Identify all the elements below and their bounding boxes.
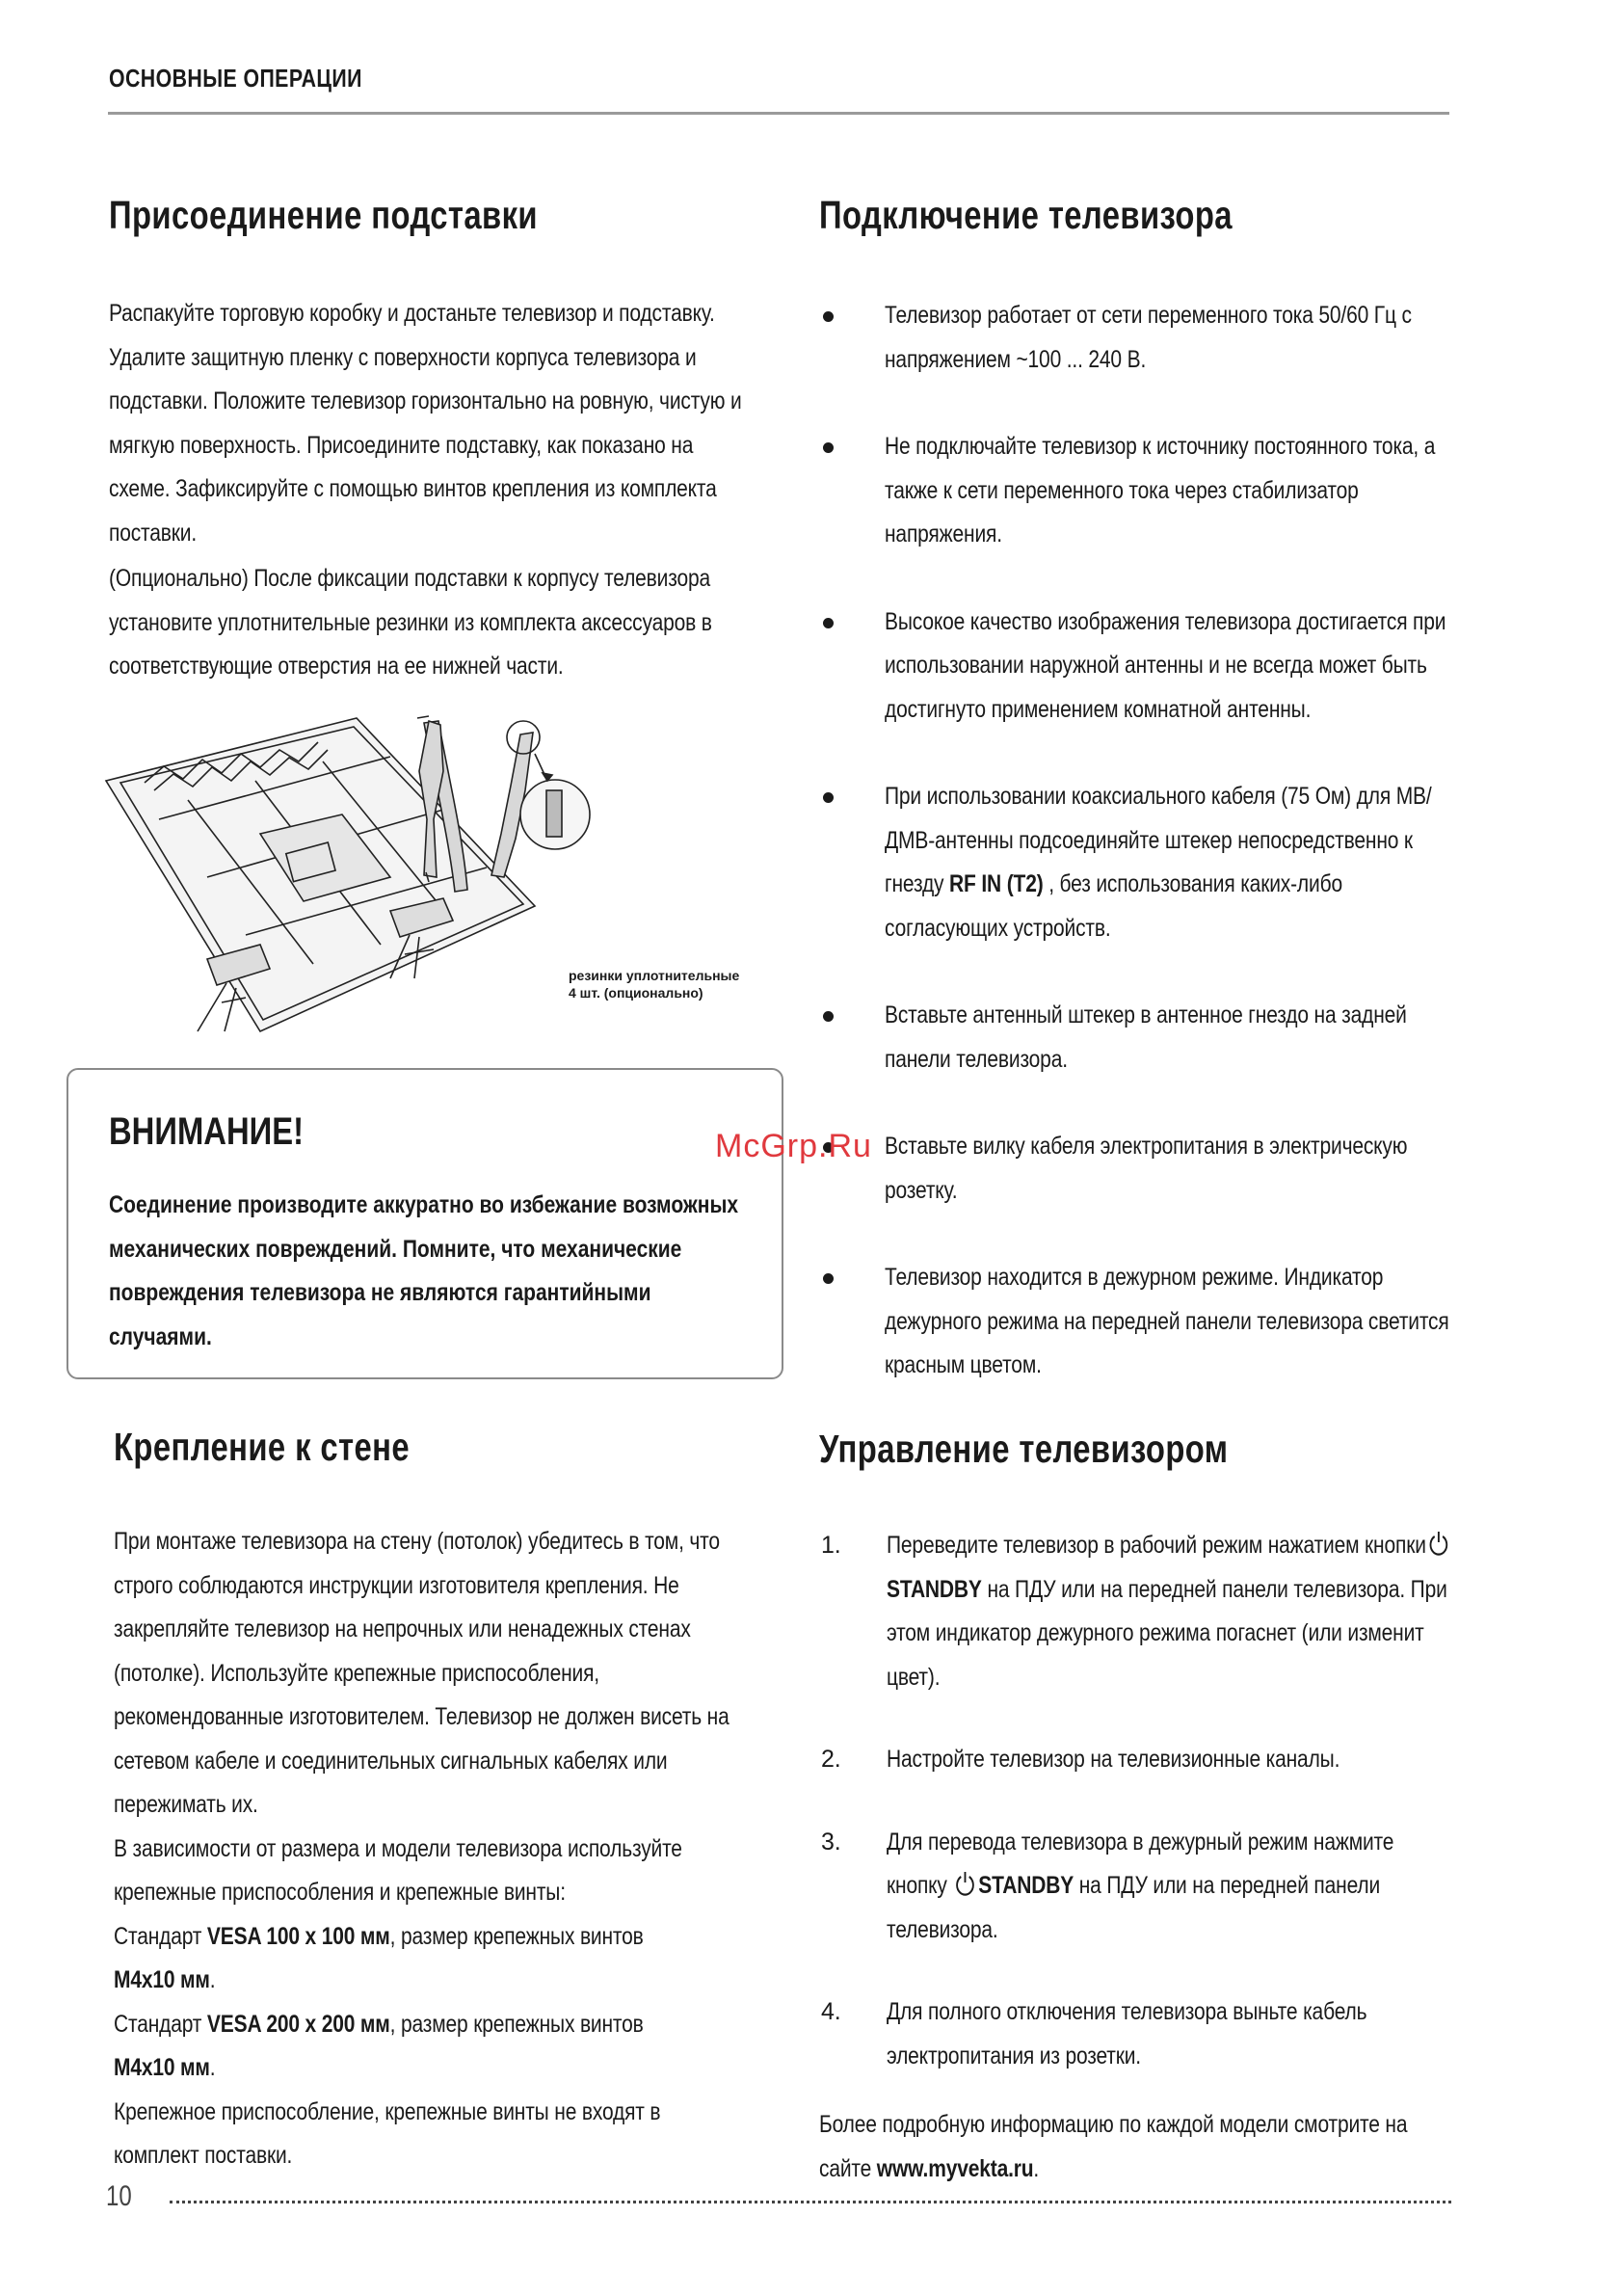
connect-list (819, 294, 1455, 1388)
list-item: Не подключайте телевизор к источнику постоянного тока, а также к сети переменного тока через стабилизатор напряжения. (819, 425, 1455, 557)
connect-title: Подключение телевизора (819, 193, 1233, 237)
illustration-caption: резинки уплотнительные 4 шт. (опционально) (569, 968, 740, 1001)
wall-paragraph-2: В зависимости от размера и модели телевизора используйте крепежные приспособления и крепежные винты: (114, 1834, 682, 1906)
website-link[interactable]: www.myvekta.ru (876, 2154, 1034, 2182)
stand-section (109, 193, 745, 689)
page-number: 10 (106, 2180, 132, 2212)
header-rule (108, 112, 1449, 115)
rf-in-label: RF IN (T2) (949, 870, 1044, 897)
wall-paragraph: При монтаже телевизора на стену (потолок) убедитесь в том, что строго соблюдаются инструкции изготовителя крепления. Не закрепляйте телевизор на непрочных или ненадежных стенах (потолке). Используйте крепежные приспособления, рекомендованные изготовителем. Телевизор не должен висеть на сетевом кабеле и соединительных сигнальных кабелях или пережимать их. (114, 1528, 729, 1818)
watermark: McGrp.Ru (715, 1128, 872, 1164)
wall-title: Крепление к стене (114, 1425, 411, 1469)
list-item: Вставьте вилку кабеля электропитания в электрическую розетку. (819, 1125, 1455, 1213)
list-item: Телевизор находится в дежурном режиме. Индикатор дежурного режима на передней панели телевизора светится красным цветом. (819, 1256, 1455, 1388)
control-section (819, 1427, 1455, 2191)
list-item: Вставьте антенный штекер в антенное гнездо на задней панели телевизора. (819, 994, 1455, 1081)
stand-title: Присоединение подставки (109, 193, 538, 237)
vesa-100-line: Стандарт VESA 100 x 100 мм, размер крепежных винтов M4x10 мм. (114, 1922, 644, 1993)
control-title: Управление телевизором (819, 1427, 1229, 1471)
power-icon (1427, 1530, 1450, 1557)
control-steps (819, 1524, 1455, 2078)
stand-paragraph: Распакуйте торговую коробку и достаньте телевизор и подставку. Удалите защитную пленку с поверхности корпуса телевизора и подставки. Положите телевизор горизонтально на ровную, чистую и мягкую поверхность. Присоедините подставку, как показано на схеме. Зафиксируйте с помощью винтов крепления из комплекта поставки. (109, 300, 742, 547)
warning-text: Соединение производите аккуратно во избежание возможных механических повреждений. Помните, что механические повреждения телевизора не являются гарантийными случаями. (109, 1191, 739, 1350)
warning-title: ВНИМАНИЕ! (109, 1110, 305, 1153)
list-item: 2. Настройте телевизор на телевизионные каналы. (821, 1746, 1340, 1773)
wall-section (114, 1425, 750, 2178)
stand-optional-paragraph: (Опционально) После фиксации подставки к корпусу телевизора установите уплотнительные резинки из комплекта аксессуаров в соответствующие отверстия на ее нижней части. (109, 565, 712, 680)
list-item: Телевизор работает от сети переменного тока 50/60 Гц с напряжением ~100 ... 240 В. (819, 294, 1455, 382)
more-info: Более подробную информацию по каждой модели смотрите на сайте www.myvekta.ru. (819, 2111, 1408, 2182)
list-item: 4. Для полного отключения телевизора выньте кабель электропитания из розетки. (821, 1998, 1367, 2069)
list-item: Высокое качество изображения телевизора достигается при использовании наружной антенны и не всегда может быть достигнуто применением комнатной антенны. (819, 601, 1455, 733)
connect-section (819, 193, 1455, 1431)
footer-dotted-rule (170, 2201, 1451, 2203)
power-icon (954, 1870, 977, 1897)
list-item: 1. Переведите телевизор в рабочий режим нажатием кнопкиSTANDBY на ПДУ или на передней панели телевизора. При этом индикатор дежурного режима погаснет (или изменит цвет). (819, 1524, 1455, 1699)
vesa-200-line: Стандарт VESA 200 x 200 мм, размер крепежных винтов M4x10 мм. (114, 2010, 644, 2081)
list-item: 3. Для перевода телевизора в дежурный режим нажмите кнопку STANDBY на ПДУ или на передней панели телевизора. (821, 1828, 1394, 1943)
list-item: При использовании коаксиального кабеля (75 Ом) для МВ/ДМВ-антенны подсоединяйте штекер непосредственно к гнезду RF IN (T2) , без использования каких-либо согласующих устройств. (819, 775, 1455, 950)
wall-note: Крепежное приспособление, крепежные винты не входят в комплект поставки. (114, 2097, 661, 2169)
section-header: ОСНОВНЫЕ ОПЕРАЦИИ (109, 64, 362, 93)
